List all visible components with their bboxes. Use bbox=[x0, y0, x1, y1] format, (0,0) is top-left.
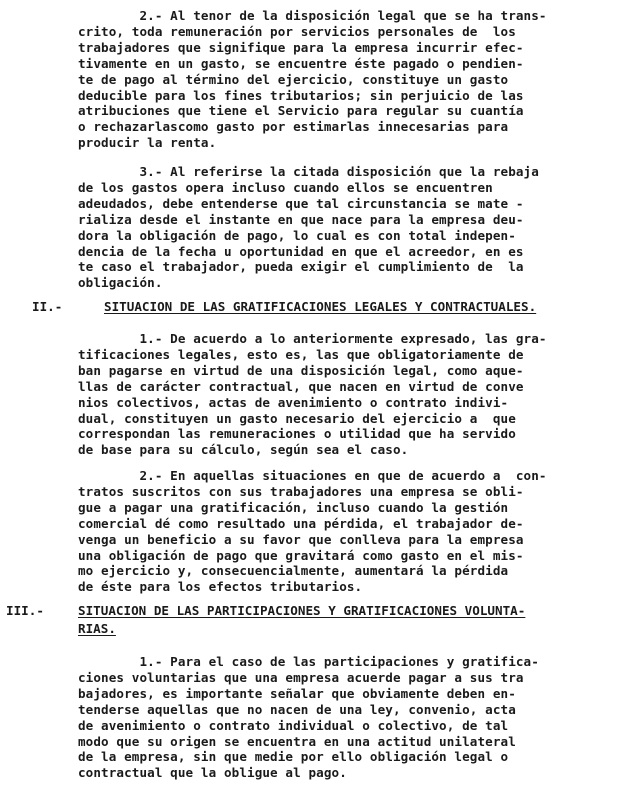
paragraph-2-remuneraciones: 2.- Al tenor de la disposición legal que se ha trans- crito, toda remuneración por servicios personales de los trabajadores que signifique para la empresa incurrir efec- tivamente en un gasto, se encuentre éste pagado o pendien- te de pago al término del ejercicio, constituye un gasto deducible para los fines tributarios; sin perjuicio de las atribuciones que tiene el Servicio para regular su cuantía o rechazarlascomo gasto por estimarlas innecesarias para producir la renta. bbox=[78, 8, 547, 151]
section-heading-iii bbox=[6, 603, 624, 639]
section-number-iii: III.- bbox=[6, 603, 44, 618]
paragraph-3-gastos-adeudados: 3.- Al referirse la citada disposición que la rebaja de los gastos opera incluso cuando ellos se encuentren adeudados, debe entenderse que tal circunstancia se mate - rializa desde el instante en que nace para la empresa deu- dora la obligación de pago, lo cual es con total indepen- dencia de la fecha u oportunidad en que el acreedor, en es te caso el trabajador, pueda exigir el cumplimiento de la obligación. bbox=[78, 164, 539, 291]
section-title-iii-line-1: SITUACION DE LAS PARTICIPACIONES Y GRATIFICACIONES VOLUNTA- bbox=[78, 603, 526, 618]
paragraph-1-participaciones-voluntarias: 1.- Para el caso de las participaciones y gratifica- ciones voluntarias que una empresa acuerde pagar a sus tra bajadores, es importante señalar que obviamente deben en- tenderse aquellas que no nacen de una ley, convenio, acta de avenimiento o contrato individual o colectivo, de tal modo que su origen se encuentra en una actitud unilateral de la empresa, sin que medie por ello obligación legal o contractual que la obligue al pago. bbox=[78, 654, 539, 781]
section-title-ii: SITUACION DE LAS GRATIFICACIONES LEGALES Y CONTRACTUALES. bbox=[104, 299, 537, 314]
section-title-iii-line-2: RIAS. bbox=[78, 621, 116, 636]
section-number-ii: II.- bbox=[32, 299, 63, 314]
paragraph-2-gratificacion-contractual: 2.- En aquellas situaciones en que de acuerdo a con- tratos suscritos con sus trabajadores una empresa se obli- gue a pagar una gratificación, incluso cuando la gestión comercial dé como resultado una pérdida, el trabajador de- venga un beneficio a su favor que conlleva para la empresa una obligación de pago que gravitará como gasto en el mis- mo ejercicio y, consecuencialmente, aumentará la pérdida de éste para los efectos tributarios. bbox=[78, 468, 547, 595]
paragraph-1-gratificaciones-legales: 1.- De acuerdo a lo anteriormente expresado, las gra- tificaciones legales, esto es, las que obligatoriamente de ban pagarse en virtud de una disposición legal, como aque- llas de carácter contractual, que nacen en virtud de conve nios colectivos, actas de avenimiento o contrato indivi- dual, constituyen un gasto necesario del ejercicio a que correspondan las remuneraciones o utilidad que ha servido de base para su cálculo, según sea el caso. bbox=[78, 331, 547, 458]
section-heading-ii bbox=[32, 299, 622, 317]
